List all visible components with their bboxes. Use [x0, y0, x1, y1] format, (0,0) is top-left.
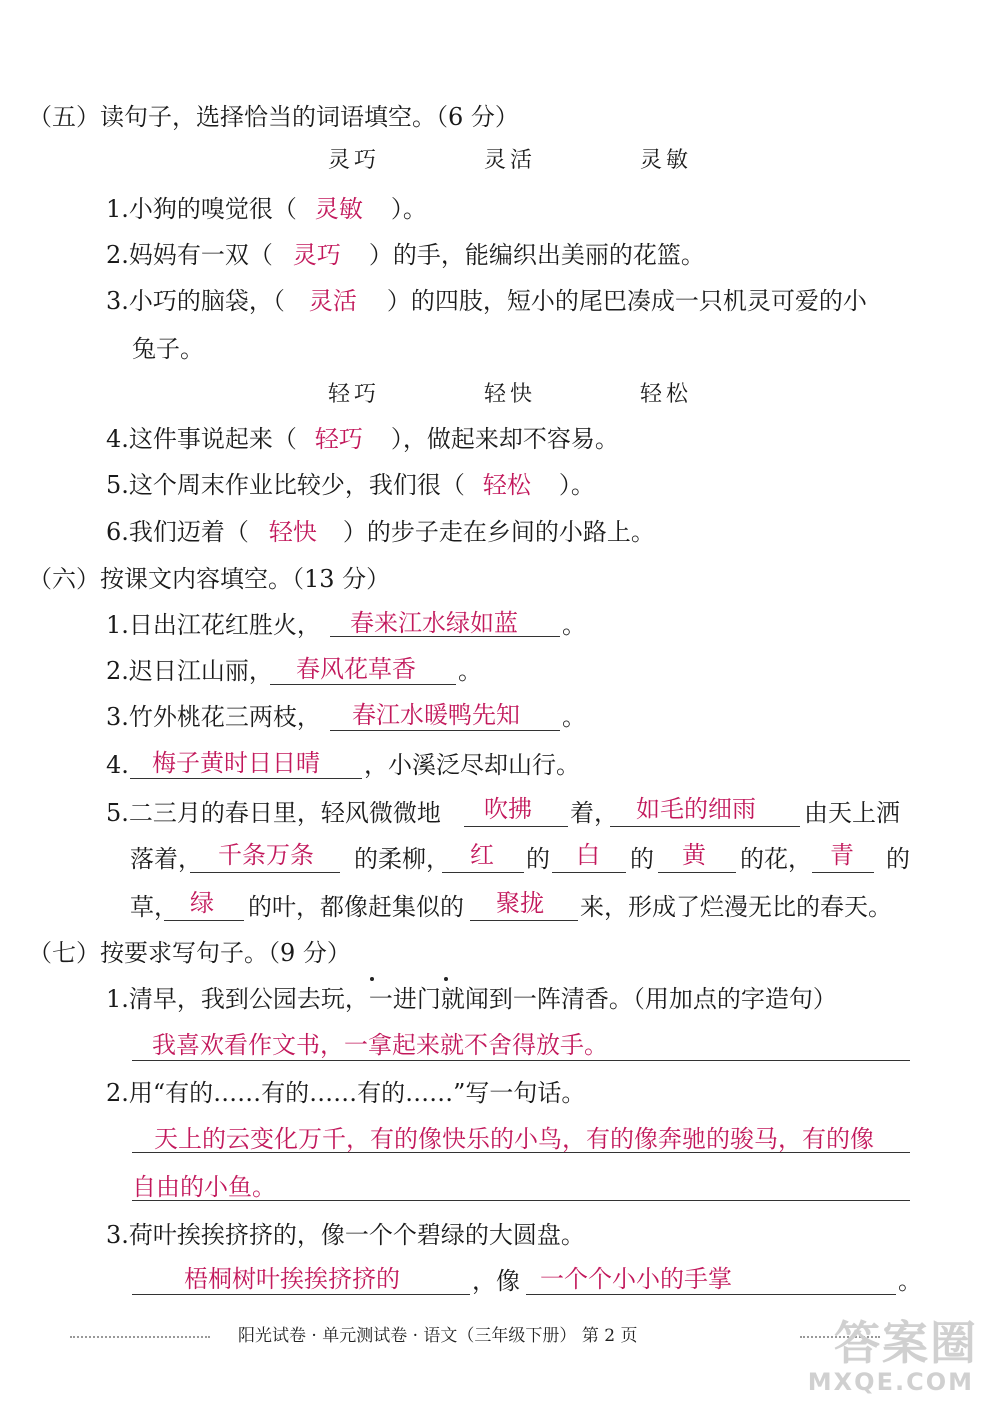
- s5-q3: 3.小巧的脑袋，（ 灵活 ）的四肢，短小的尾巴凑成一只机灵可爱的小: [106, 287, 867, 315]
- watermark-top: 答案圈: [834, 1316, 978, 1370]
- s6-q2: 2.迟日江山丽，: [106, 657, 273, 685]
- section5-heading: （五）读句子，选择恰当的词语填空。（6 分）: [28, 103, 519, 131]
- s6-q3: 3.竹外桃花三两枝，: [106, 703, 321, 731]
- s5-q1-answer: 灵敏: [314, 195, 363, 223]
- s7-q1: 1.清早，我到公园去玩，一进门就闻到一阵清香。（用加点的字造句）: [106, 985, 837, 1013]
- footer-dotted-left: [70, 1336, 210, 1338]
- s6-q5-answer-3: 千条万条: [218, 841, 314, 869]
- s6-q4-answer: 梅子黄时日日晴: [152, 749, 320, 777]
- s6-q5-answer-8: 绿: [190, 889, 214, 917]
- s7-q1-answer: 我喜欢看作文书，一拿起来就不舍得放手。: [152, 1031, 608, 1059]
- s7-q3-answer-1: 梧桐树叶挨挨挤挤的: [184, 1265, 400, 1293]
- s7-q2-answer-line1: 天上的云变化万千，有的像快乐的小鸟，有的像奔驰的骏马，有的像: [154, 1125, 874, 1153]
- s6-q5-line1: 5.二三月的春日里，轻风微微地: [106, 799, 441, 827]
- s5-q4-answer: 轻巧: [314, 425, 363, 453]
- choice-qingsong: 轻松: [640, 382, 693, 407]
- s5-q3-cont: 兔子。: [132, 335, 204, 363]
- s5-q6: 6.我们迈着（ 轻快 ）的步子走在乡间的小路上。: [106, 518, 655, 546]
- s6-q5-answer-9: 聚拢: [496, 889, 544, 917]
- section7-heading: （七）按要求写句子。（9 分）: [28, 939, 351, 967]
- s5-q2-answer: 灵巧: [292, 241, 341, 269]
- s6-q5-answer-5: 白: [576, 841, 600, 869]
- s5-q5: 5.这个周末作业比较少，我们很（ 轻松 ）。: [106, 471, 595, 499]
- s5-q3-answer: 灵活: [308, 287, 357, 315]
- s7-q3-answer-2: 一个个小小的手掌: [540, 1265, 732, 1293]
- s7-q2: 2.用“有的……有的……有的……”写一句话。: [106, 1079, 586, 1107]
- section6-heading: （六）按课文内容填空。（13 分）: [28, 565, 391, 593]
- choice-lingqiao: 灵巧: [328, 148, 381, 173]
- s5-q4: 4.这件事说起来（ 轻巧 ），做起来却不容易。: [106, 425, 619, 453]
- watermark-bottom: MXQE.COM: [807, 1368, 974, 1396]
- s7-q3: 3.荷叶挨挨挤挤的，像一个个碧绿的大圆盘。: [106, 1221, 585, 1249]
- s5-q2: 2.妈妈有一双（ 灵巧 ）的手，能编织出美丽的花篮。: [106, 241, 705, 269]
- s6-q1: 1.日出江花红胜火，: [106, 611, 321, 639]
- s6-q5-answer-6: 黄: [682, 841, 706, 869]
- s5-q5-answer: 轻松: [482, 471, 531, 499]
- s5-q6-answer: 轻快: [268, 518, 317, 546]
- choice-linghuo: 灵活: [484, 148, 537, 173]
- watermark-logo: [788, 1318, 978, 1396]
- s6-q5-line3: 草，: [130, 893, 178, 921]
- s7-q2-answer-line2: 自由的小鱼。: [132, 1173, 276, 1201]
- s5-q1: 1.小狗的嗅觉很（ 灵敏 ）。: [106, 195, 427, 223]
- s6-q5-answer-1: 吹拂: [484, 795, 532, 823]
- s6-q4: 4.: [106, 751, 129, 779]
- emphasis-dot: [370, 977, 374, 981]
- choice-lingmin: 灵敏: [640, 148, 693, 173]
- s6-q5-answer-7: 青: [830, 841, 854, 869]
- s6-q1-answer: 春来江水绿如蓝: [350, 609, 518, 637]
- emphasis-dot: [444, 977, 448, 981]
- s6-q5-line2: 落着，: [130, 845, 202, 873]
- page-footer: 阳光试卷 · 单元测试卷 · 语文（三年级下册） 第 2 页: [238, 1326, 638, 1346]
- s6-q5-answer-4: 红: [470, 841, 494, 869]
- s6-q2-answer: 春风花草香: [296, 655, 416, 683]
- choice-qingkuai: 轻快: [484, 382, 537, 407]
- s6-q3-answer: 春江水暖鸭先知: [352, 701, 520, 729]
- choice-qingqiao: 轻巧: [328, 382, 381, 407]
- s6-q5-answer-2: 如毛的细雨: [636, 795, 756, 823]
